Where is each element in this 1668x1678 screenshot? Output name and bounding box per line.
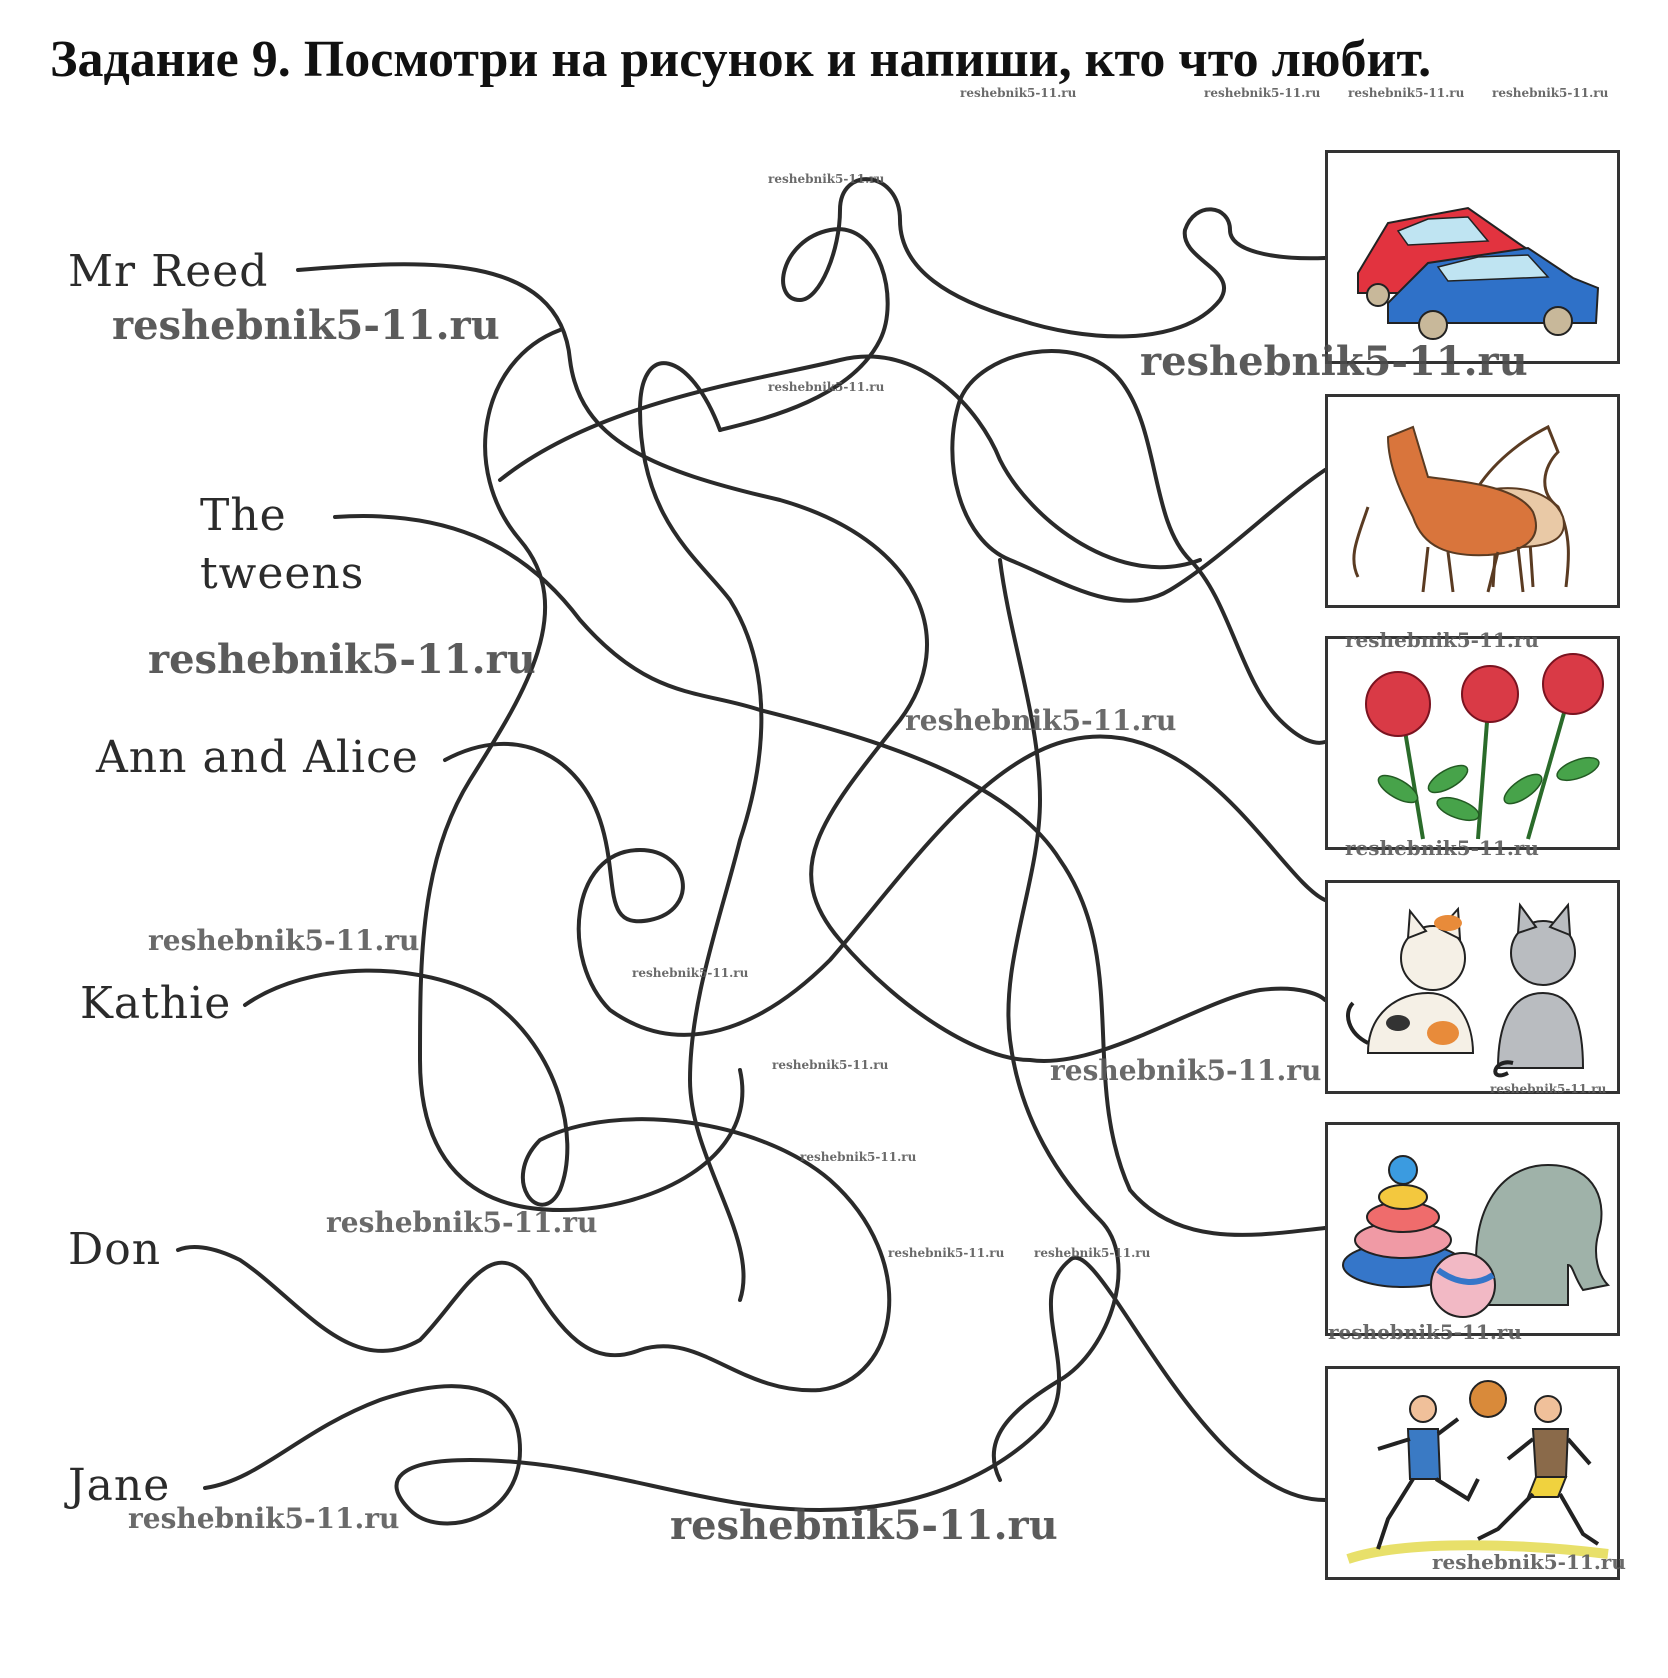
watermark: reshebnik5-11.ru	[1432, 1550, 1626, 1574]
line-the-tweens	[335, 516, 1325, 1235]
line-ann-alice	[445, 736, 1325, 1034]
watermark: reshebnik5-11.ru	[128, 1502, 400, 1535]
watermark: reshebnik5-11.ru	[148, 636, 536, 683]
watermark: reshebnik5-11.ru	[1348, 86, 1465, 100]
watermark: reshebnik5-11.ru	[800, 1150, 917, 1164]
watermark: reshebnik5-11.ru	[632, 966, 749, 980]
watermark: reshebnik5-11.ru	[905, 704, 1177, 737]
watermark: reshebnik5-11.ru	[768, 172, 885, 186]
line-big-loop	[640, 363, 761, 1300]
watermark: reshebnik5-11.ru	[1140, 338, 1528, 385]
name-don: Don	[68, 1224, 162, 1275]
toys-picture	[1325, 1122, 1620, 1336]
line-kathie	[178, 971, 889, 1391]
watermark: reshebnik5-11.ru	[1492, 86, 1609, 100]
watermark: reshebnik5-11.ru	[112, 302, 500, 349]
watermark: reshebnik5-11.ru	[1204, 86, 1321, 100]
name-kathie: Kathie	[80, 978, 232, 1029]
cats-picture	[1325, 880, 1620, 1094]
line-don-jane	[205, 1258, 1325, 1524]
name-the: The	[200, 490, 287, 541]
watermark: reshebnik5-11.ru	[1034, 1246, 1151, 1260]
watermark: reshebnik5-11.ru	[670, 1502, 1058, 1549]
line-right-mid	[952, 351, 1325, 743]
watermark: reshebnik5-11.ru	[1050, 1054, 1322, 1087]
name-mr-reed: Mr Reed	[68, 246, 269, 297]
name-jane: Jane	[68, 1460, 171, 1511]
watermark: reshebnik5-11.ru	[772, 1058, 889, 1072]
exercise-title: Задание 9. Посмотри на рисунок и напиши, кто что любит.	[50, 31, 1432, 88]
line-left-loop	[420, 330, 742, 1210]
watermark: reshebnik5-11.ru	[888, 1246, 1005, 1260]
name-ann-and-alice: Ann and Alice	[96, 732, 419, 783]
football-picture	[1325, 1366, 1620, 1580]
watermark: reshebnik5-11.ru	[1328, 1320, 1522, 1344]
horses-picture	[1325, 394, 1620, 608]
watermark: reshebnik5-11.ru	[1345, 836, 1539, 860]
watermark: reshebnik5-11.ru	[960, 86, 1077, 100]
roses-picture	[1325, 636, 1620, 850]
watermark: reshebnik5-11.ru	[1345, 628, 1539, 652]
watermark: reshebnik5-11.ru	[326, 1206, 598, 1239]
watermark: reshebnik5-11.ru	[768, 380, 885, 394]
watermark: reshebnik5-11.ru	[1490, 1082, 1607, 1096]
watermark: reshebnik5-11.ru	[148, 924, 420, 957]
name-tweens: tweens	[200, 548, 365, 599]
cars-picture	[1325, 150, 1620, 364]
